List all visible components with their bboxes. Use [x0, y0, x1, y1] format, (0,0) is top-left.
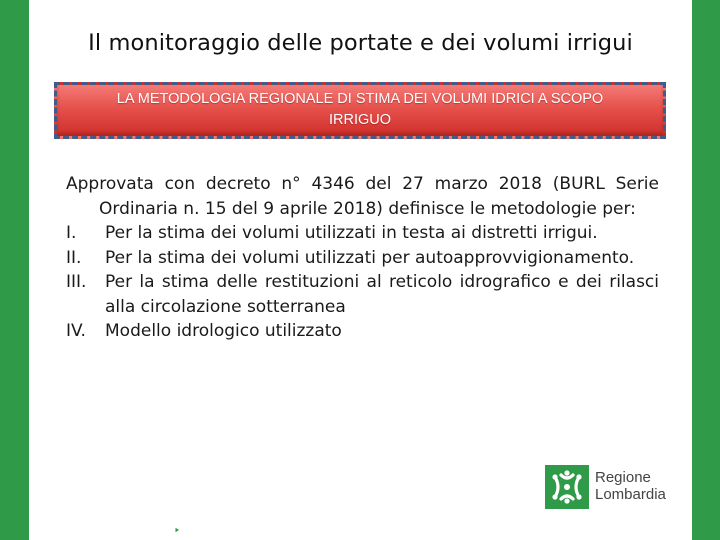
banner-line-2: IRRIGUO [328, 112, 392, 128]
logo-line-1: Regione [595, 469, 651, 486]
slide-title: Il monitoraggio delle portate e dei volumi irrigui [88, 30, 633, 56]
list-item-number: III. [66, 272, 87, 292]
rosa-camuna-icon [545, 465, 589, 509]
list-item [66, 319, 659, 344]
slide [29, 0, 692, 540]
banner-line-1: LA METODOLOGIA REGIONALE DI STIMA DEI VOLUMI IDRICI A SCOPO [116, 91, 604, 107]
banner-text [57, 89, 663, 131]
body-text [66, 172, 659, 344]
list-item-number: I. [66, 223, 77, 243]
footer-url[interactable]: www.regione.lombardia.it [34, 522, 124, 532]
list-item [66, 221, 659, 246]
footer [34, 520, 189, 534]
list-item [66, 270, 659, 319]
facebook-icon[interactable] [131, 522, 139, 532]
list-item [66, 246, 659, 271]
methodology-list [66, 221, 659, 344]
youtube-icon[interactable] [163, 522, 183, 532]
intro-paragraph: Approvata con decreto n° 4346 del 27 marzo 2018 (BURL Serie Ordinaria n. 15 del 9 aprile 2018) definisce le metodologie per: [66, 174, 659, 219]
banner-underline [272, 134, 665, 135]
logo-line-2: Lombardia [595, 486, 666, 503]
list-item-text: Modello idrologico utilizzato [105, 321, 342, 341]
logo-text [595, 469, 666, 503]
regione-lombardia-logo [545, 465, 685, 509]
list-item-number: II. [66, 247, 82, 268]
list-item-text: Per la stima dei volumi utilizzati in testa ai distretti irrigui. [105, 223, 598, 243]
list-item-text: Per la stima delle restituzioni al reticolo idrografico e dei rilasci alla circolazione sotterranea [105, 272, 659, 317]
method-banner [54, 82, 666, 139]
list-item-text: Per la stima dei volumi utilizzati per autoapprovvigionamento. [105, 247, 635, 268]
list-item-number: IV. [66, 321, 86, 341]
twitter-icon[interactable] [145, 522, 157, 532]
